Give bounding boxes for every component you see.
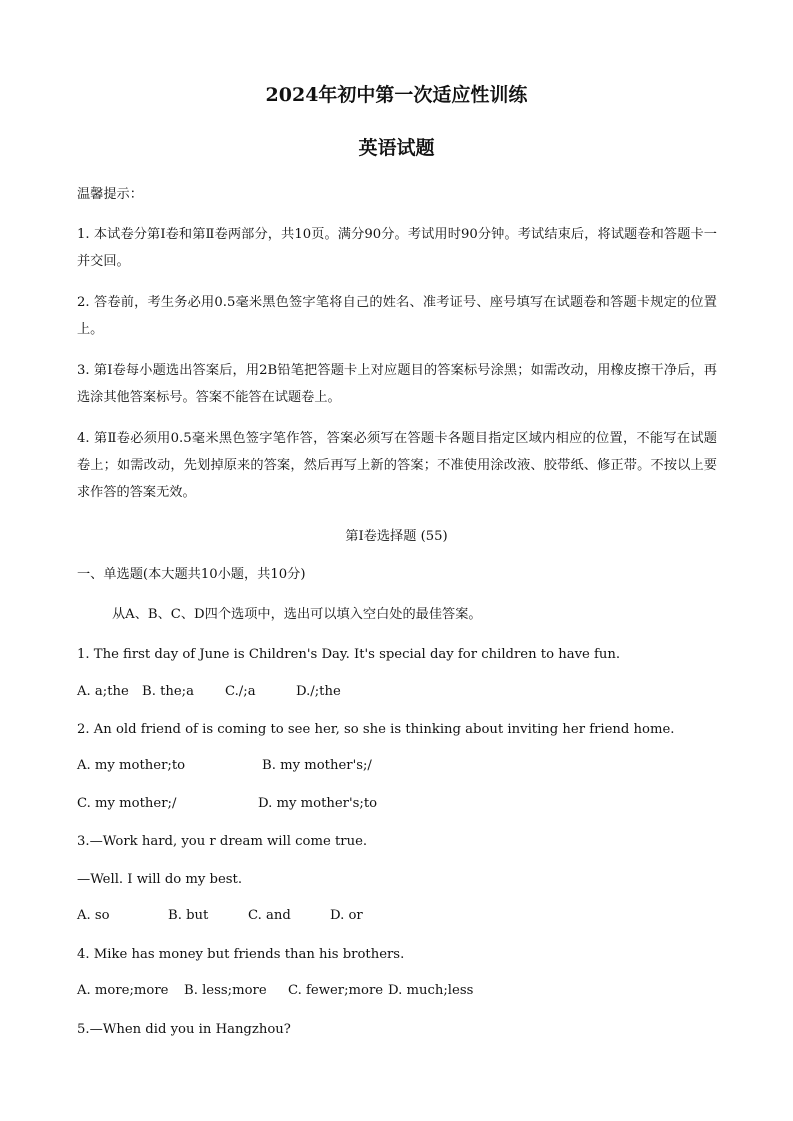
option-a: A. more;more [77, 983, 169, 998]
question-stem: 1. The first day of June is Children's Day. It's special day for children to have fun. [77, 647, 621, 662]
exam-title: 2024年初中第一次适应性训练 [265, 84, 528, 106]
question-stem: 4. Mike has money but friends than his brothers. [77, 947, 405, 962]
notice-item: 3. 第Ⅰ卷每小题选出答案后，用2B铅笔把答题卡上对应题目的答案标号涂黑；如需改动，用橡皮擦干净后，再选涂其他答案标号。答案不能答在试题卷上。 [77, 363, 717, 405]
options-row [77, 983, 473, 998]
options-row [77, 908, 363, 923]
instruction: 从A、B、C、D四个选项中，选出可以填入空白处的最佳答案。 [112, 607, 482, 622]
option-a: A. a;the [77, 684, 129, 699]
option-b: B. my mother's;/ [262, 758, 372, 773]
option-a: A. so [77, 908, 110, 923]
exam-subtitle: 英语试题 [358, 137, 435, 159]
options-row [77, 796, 377, 811]
notice-label: 温馨提示： [77, 187, 143, 202]
option-c: C. fewer;more [288, 983, 384, 998]
option-d: D. or [330, 908, 363, 923]
options-row [77, 684, 341, 699]
options-row [77, 758, 372, 773]
option-d: D. much;less [388, 983, 474, 998]
option-d: D. my mother's;to [258, 796, 378, 811]
question-stem: 3.—Work hard, you r dream will come true. [77, 834, 368, 849]
option-c: C. and [248, 908, 291, 923]
option-b: B. less;more [184, 983, 267, 998]
question-reply: —Well. I will do my best. [77, 872, 243, 887]
notice-item: 2. 答卷前，考生务必用0.5毫米黑色签字笔将自己的姓名、准考证号、座号填写在试题卷和答题卡规定的位置上。 [77, 295, 717, 337]
option-d: D./;the [296, 684, 341, 699]
question-stem: 5.—When did you in Hangzhou? [77, 1022, 291, 1037]
notice-item: 4. 第Ⅱ卷必须用0.5毫米黑色签字笔作答，答案必须写在答题卡各题目指定区域内相应的位置，不能写在试题卷上；如需改动，先划掉原来的答案，然后再写上新的答案；不准使用涂改液、胶带纸、修正带。不按以上要求作答的答案无效。 [77, 431, 717, 500]
section-title: 第Ⅰ卷选择题 (55) [345, 529, 448, 544]
option-b: B. the;a [142, 684, 194, 699]
notice-item: 1. 本试卷分第Ⅰ卷和第Ⅱ卷两部分，共10页。满分90分。考试用时90分钟。考试结束后，将试题卷和答题卡一并交回。 [77, 227, 717, 269]
part-heading: 一、单选题(本大题共10小题，共10分) [77, 567, 306, 582]
option-c: C./;a [225, 684, 256, 699]
option-a: A. my mother;to [77, 758, 186, 773]
option-c: C. my mother;/ [77, 796, 177, 811]
question-stem: 2. An old friend of is coming to see her, so she is thinking about inviting her friend home. [77, 722, 675, 737]
option-b: B. but [168, 908, 209, 923]
